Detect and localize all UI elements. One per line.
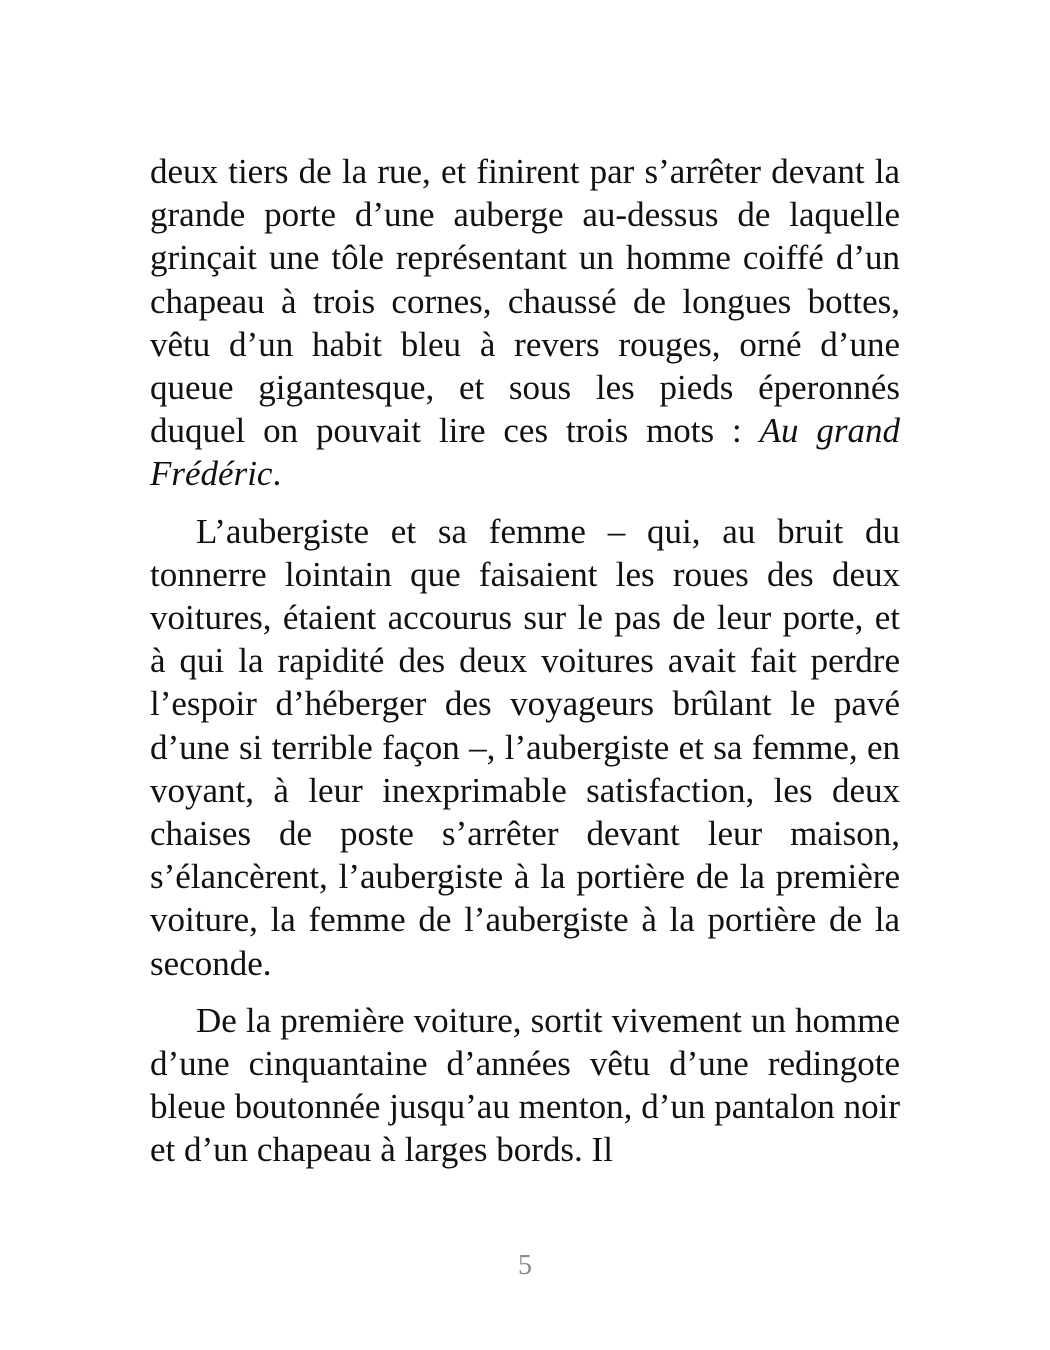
paragraph-1 xyxy=(150,150,900,496)
paragraph-1-text: deux tiers de la rue, et finirent par s’arrêter devant la grande porte d’une auberge au-dessus de laquelle grinçait une tôle représentant un homme coiffé d’un chapeau à trois cornes, chaussé de longues bottes, vêtu d’un habit bleu à revers rouges, orné d’une queue gigantesque, et sous les pieds éperonnés duquel on pouvait lire ces trois mots : xyxy=(150,152,900,451)
paragraph-3: De la première voiture, sortit vivement un homme d’une cinquantaine d’années vêtu d’une redingote bleue boutonnée jusqu’au menton, d’un pantalon noir et d’un chapeau à larges bords. Il xyxy=(150,1000,900,1170)
inn-name-italic: Au grand Frédéric xyxy=(150,411,901,494)
paragraph-2: L’aubergiste et sa femme – qui, au bruit du tonnerre lointain que faisaient les roues des deux voitures, étaient accourus sur le pas de leur porte, et à qui la rapidité des deux voitures avait fait perdre l’espoir d’héberger des voyageurs brûlant le pavé d’une si terrible façon –, l’aubergiste et sa femme, en voyant, à leur inexprimable satisfaction, les deux chaises de poste s’arrêter devant leur maison, s’élancèrent, l’aubergiste à la portière de la première voiture, la femme de l’aubergiste à la portière de la seconde. xyxy=(150,511,900,983)
page-number: 5 xyxy=(518,1250,532,1281)
paragraph-1-end: . xyxy=(272,454,282,494)
page-body xyxy=(150,150,900,1186)
